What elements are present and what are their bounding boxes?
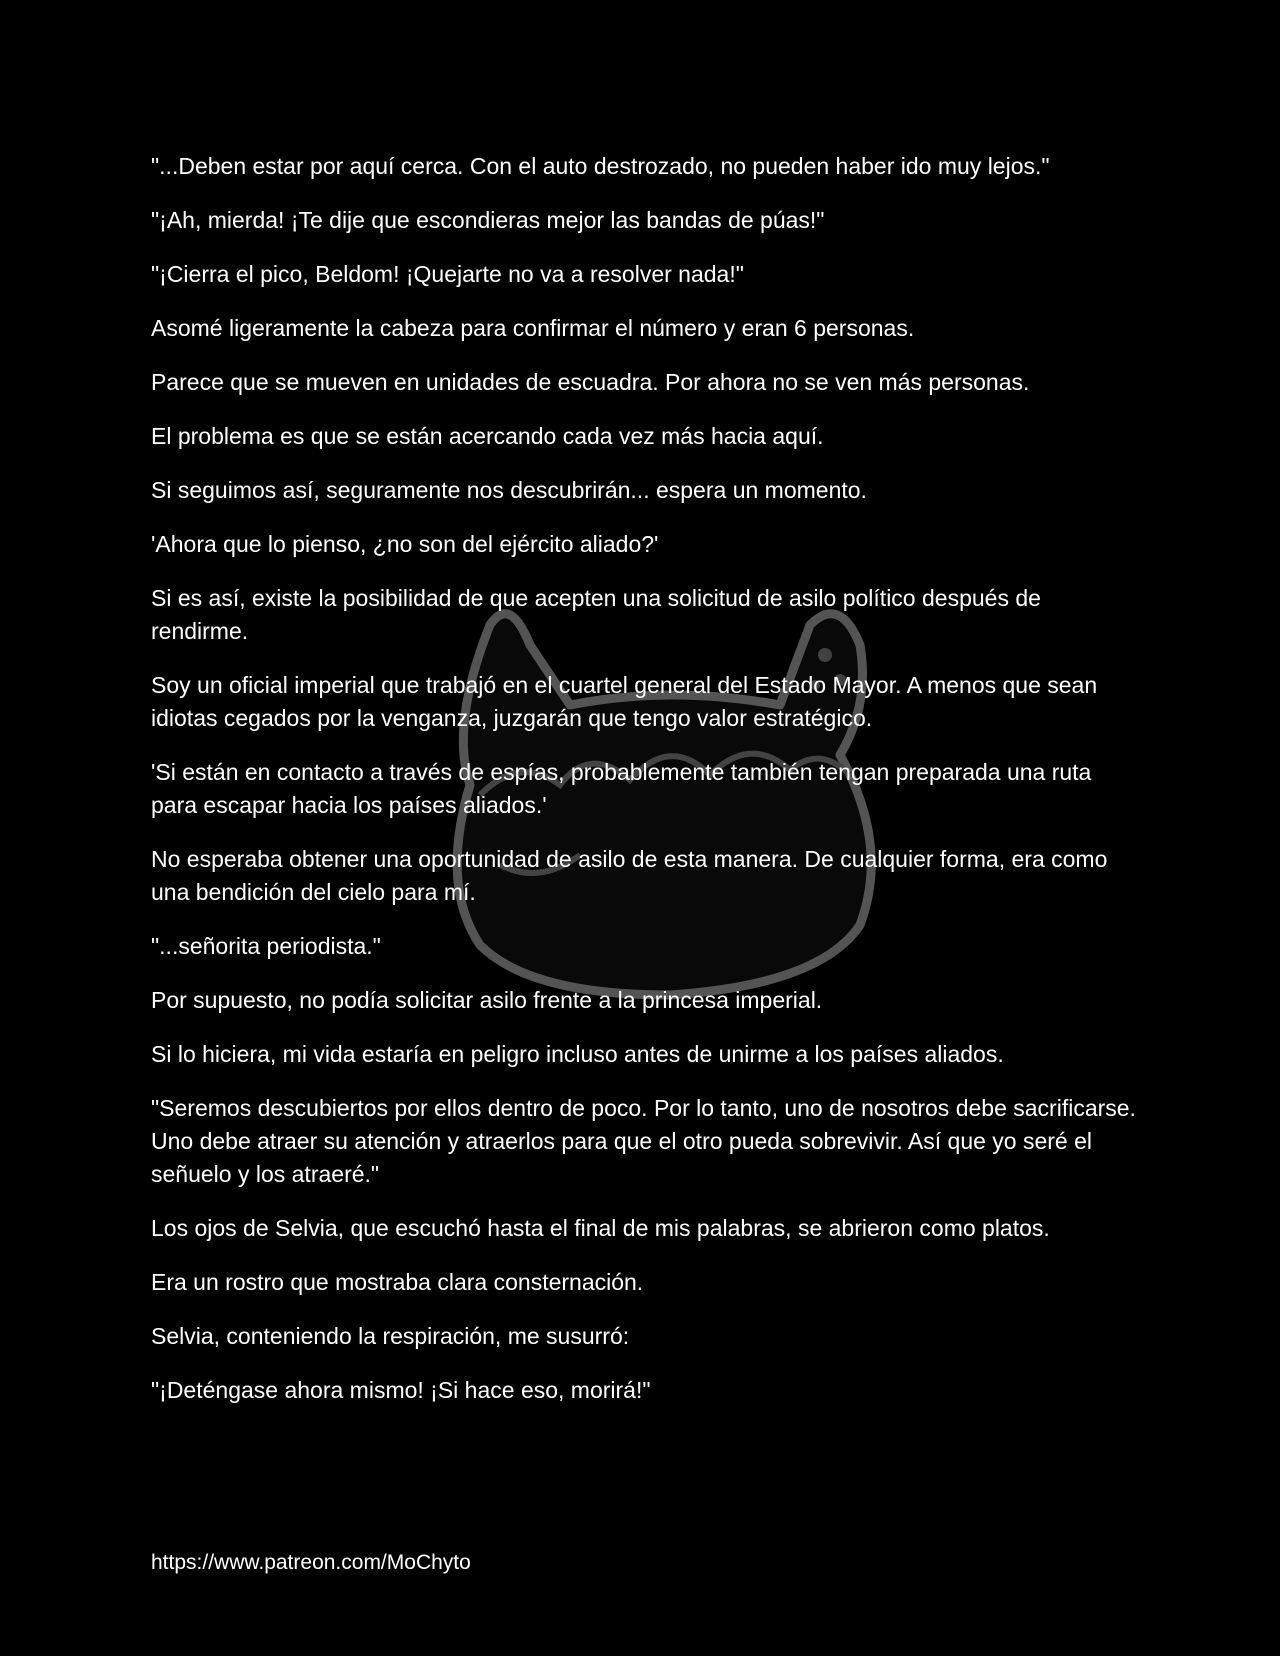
paragraph: Asomé ligeramente la cabeza para confirmar el número y eran 6 personas. (151, 315, 915, 341)
paragraph: 'Ahora que lo pienso, ¿no son del ejército aliado?' (151, 531, 659, 557)
paragraph: Selvia, conteniendo la respiración, me susurró: (151, 1323, 630, 1349)
paragraph: 'Si están en contacto a través de espías, probablemente también tengan preparada una ruta para escapar hacia los países aliados.' (151, 759, 1092, 818)
paragraph: "Seremos descubiertos por ellos dentro de poco. Por lo tanto, uno de nosotros debe sacrificarse. Uno debe atraer su atención y atraerlos para que el otro pueda sobrevivir. Así que yo seré el señuelo y los atraeré." (151, 1095, 1136, 1187)
paragraph: Los ojos de Selvia, que escuchó hasta el final de mis palabras, se abrieron como platos. (151, 1215, 1050, 1241)
paragraph: "...Deben estar por aquí cerca. Con el auto destrozado, no pueden haber ido muy lejos." (151, 153, 1050, 179)
paragraph: Si lo hiciera, mi vida estaría en peligro incluso antes de unirme a los países aliados. (151, 1041, 1004, 1067)
paragraph: Si seguimos así, seguramente nos descubrirán... espera un momento. (151, 477, 867, 503)
paragraph: Soy un oficial imperial que trabajó en el cuartel general del Estado Mayor. A menos que sean idiotas cegados por la venganza, juzgarán que tengo valor estratégico. (151, 672, 1098, 731)
paragraph: "...señorita periodista." (151, 933, 381, 959)
paragraph: No esperaba obtener una oportunidad de asilo de esta manera. De cualquier forma, era como una bendición del cielo para mí. (151, 846, 1108, 905)
paragraph: "¡Cierra el pico, Beldom! ¡Quejarte no va a resolver nada!" (151, 261, 744, 287)
paragraph: Parece que se mueven en unidades de escuadra. Por ahora no se ven más personas. (151, 369, 1030, 395)
paragraph: "¡Deténgase ahora mismo! ¡Si hace eso, morirá!" (151, 1377, 651, 1403)
paragraph: Era un rostro que mostraba clara consternación. (151, 1269, 644, 1295)
paragraph: Por supuesto, no podía solicitar asilo frente a la princesa imperial. (151, 987, 823, 1013)
paragraph: "¡Ah, mierda! ¡Te dije que escondieras mejor las bandas de púas!" (151, 207, 825, 233)
article-body (151, 150, 1136, 1428)
paragraph: Si es así, existe la posibilidad de que acepten una solicitud de asilo político después de rendirme. (151, 585, 1041, 644)
paragraph: El problema es que se están acercando cada vez más hacia aquí. (151, 423, 824, 449)
patreon-link[interactable]: https://www.patreon.com/MoChyto (151, 1551, 471, 1574)
